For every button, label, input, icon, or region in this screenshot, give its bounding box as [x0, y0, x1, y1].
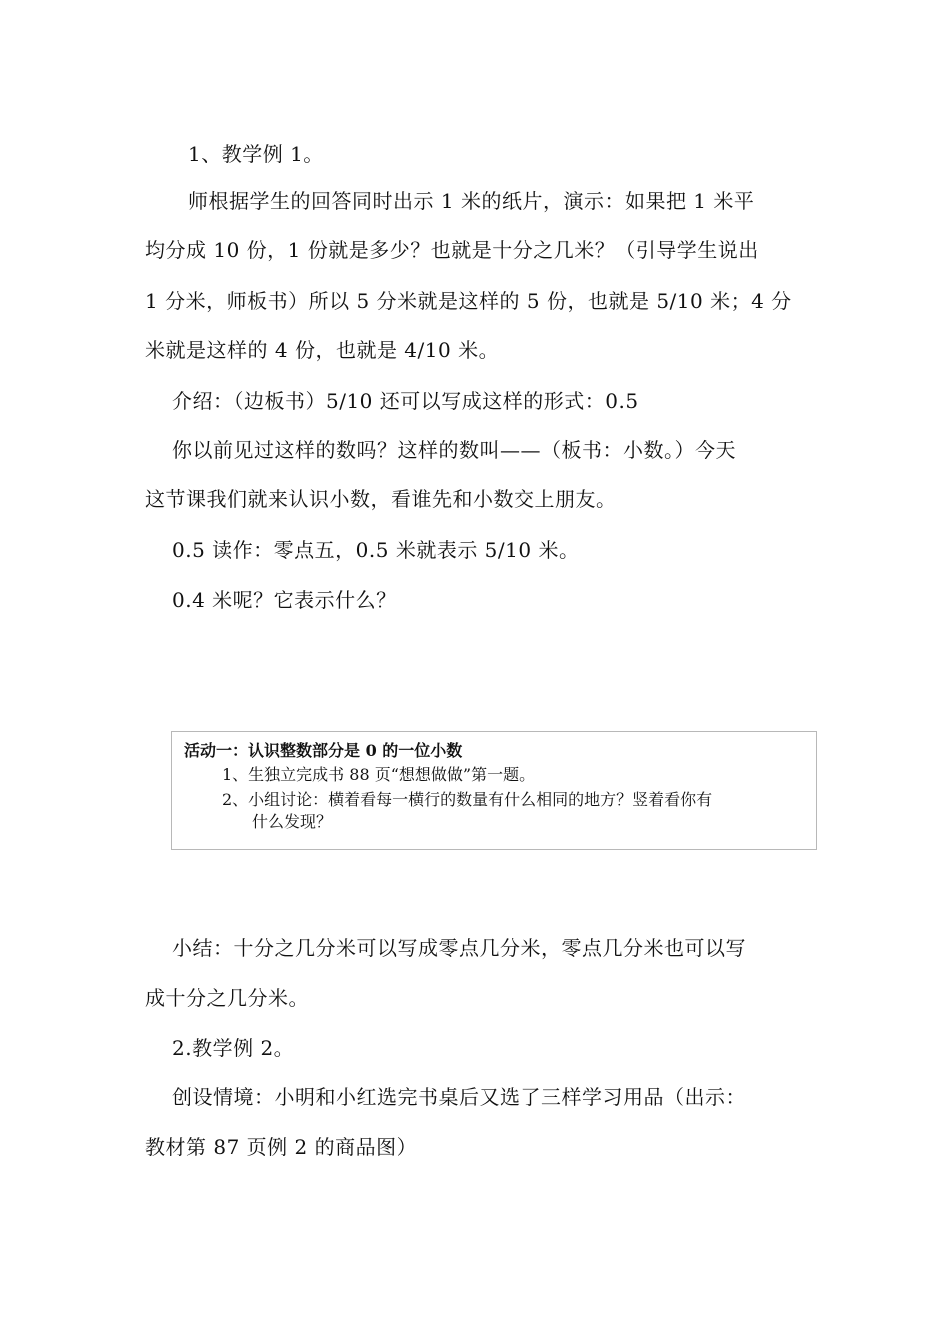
paragraph-demo-line-4: 米就是这样的 4 份，也就是 4/10 米。 — [145, 338, 500, 362]
paragraph-demo-line-1: 师根据学生的回答同时出示 1 米的纸片，演示：如果把 1 米平 — [188, 189, 755, 213]
paragraph-scenario-line-1: 创设情境：小明和小红选完书桌后又选了三样学习用品（出示： — [172, 1085, 746, 1109]
activity-item-2-line-1: 2、小组讨论：横着看每一横行的数量有什么相同的地方？竖着看你有 — [222, 790, 713, 809]
paragraph-summary-line-1: 小结：十分之几分米可以写成零点几分米，零点几分米也可以写 — [172, 936, 746, 960]
paragraph-zero-point-four: 0.4 米呢？它表示什么？ — [172, 588, 397, 612]
paragraph-demo-line-3: 1 分米，师板书）所以 5 分米就是这样的 5 份，也就是 5/10 米；4 分 — [145, 289, 792, 313]
paragraph-reading: 0.5 读作：零点五，0.5 米就表示 5/10 米。 — [172, 538, 580, 562]
activity-title: 活动一：认识整数部分是 0 的一位小数 — [184, 741, 463, 760]
paragraph-example-2-heading: 2.教学例 2。 — [172, 1036, 295, 1060]
paragraph-demo-line-2: 均分成 10 份，1 份就是多少？也就是十分之几米？（引导学生说出 — [145, 238, 759, 262]
activity-item-2-line-2: 什么发现？ — [252, 812, 333, 831]
activity-box — [171, 731, 817, 850]
activity-item-1: 1、生独立完成书 88 页“想想做做”第一题。 — [222, 765, 536, 784]
paragraph-summary-line-2: 成十分之几分米。 — [145, 986, 309, 1010]
paragraph-introduction: 介绍：（边板书）5/10 还可以写成这样的形式：0.5 — [172, 389, 639, 413]
paragraph-question-line-2: 这节课我们就来认识小数，看谁先和小数交上朋友。 — [145, 487, 617, 511]
paragraph-example-1-heading: 1、教学例 1。 — [188, 142, 324, 166]
paragraph-question-line-1: 你以前见过这样的数吗？这样的数叫——（板书：小数。）今天 — [172, 438, 736, 462]
paragraph-scenario-line-2: 教材第 87 页例 2 的商品图） — [145, 1135, 418, 1159]
